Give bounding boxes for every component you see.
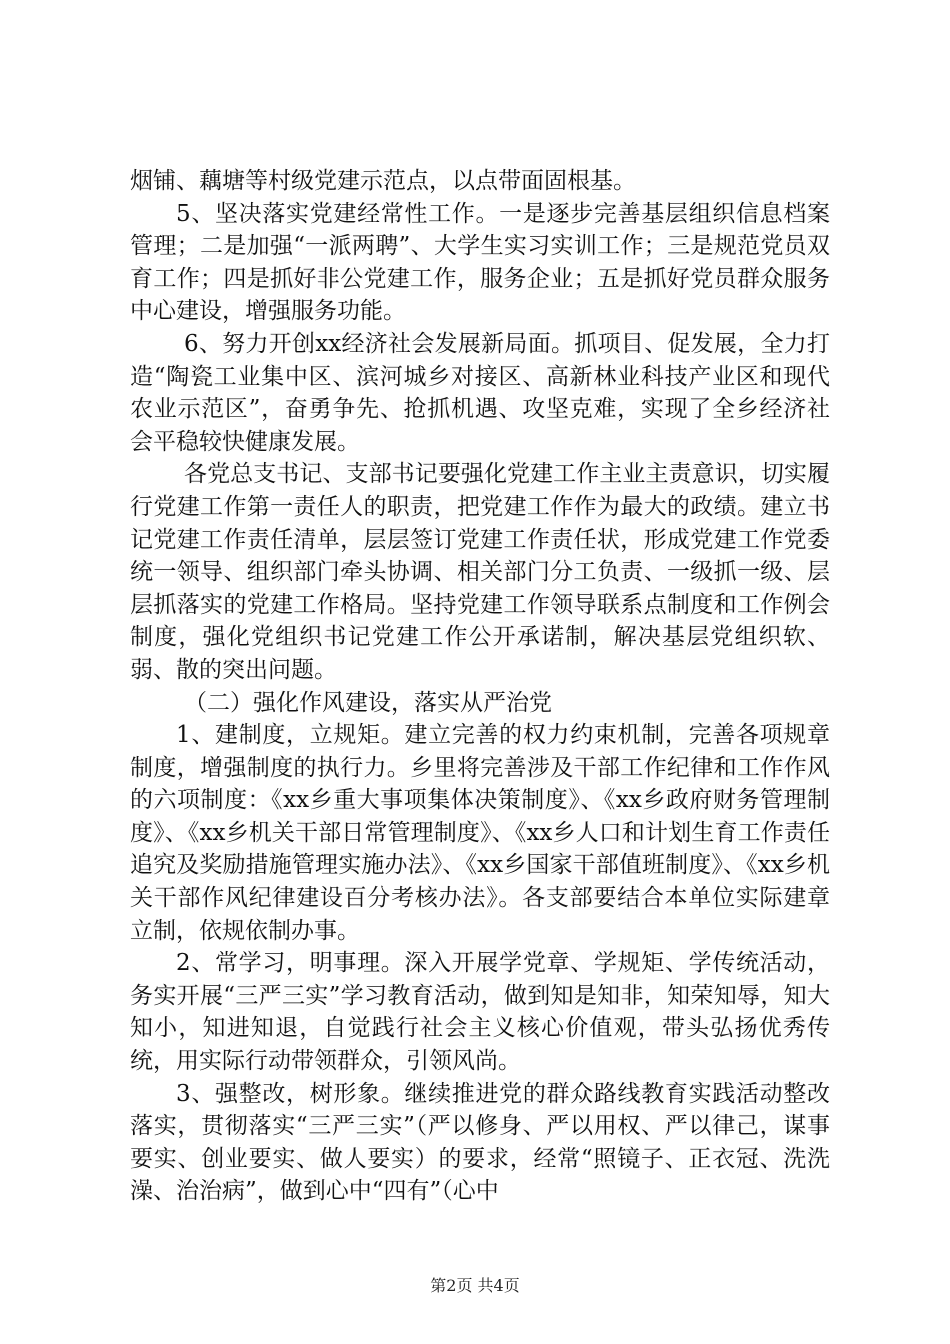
paragraph-item-3: 3、强整改，树形象。继续推进党的群众路线教育实践活动整改落实，贯彻落实“三严三实”（严以修身、严以用权、严以律己，谋事要实、创业要实、做人要实）的要求，经常“照镜子、正衣冠、洗洗澡、治治病”，做到心中“四有”（心中 — [130, 1080, 830, 1205]
paragraph-item-6: 6、努力开创xx经济社会发展新局面。抓项目、促发展，全力打造“陶瓷工业集中区、滨河城乡对接区、高新林业科技产业区和现代农业示范区”，奋勇争先、抢抓机遇、攻坚克难，实现了全乡经济社会平稳较快健康发展。 — [130, 330, 830, 455]
paragraph-continuation: 烟铺、藕塘等村级党建示范点，以点带面固根基。 — [130, 168, 636, 194]
paragraph-responsibility: 各党总支书记、支部书记要强化党建工作主业主责意识，切实履行党建工作第一责任人的职责，把党建工作作为最大的政绩。建立书记党建工作责任清单，层层签订党建工作责任状，形成党建工作党委统一领导、组织部门牵头协调、相关部门分工负责、一级抓一级、层层抓落实的党建工作格局。坚持党建工作领导联系点制度和工作例会制度，强化党组织书记党建工作公开承诺制，解决基层党组织软、弱、散的突出问题。 — [130, 461, 830, 683]
paragraph-item-1: 1、建制度，立规矩。建立完善的权力约束机制，完善各项规章制度，增强制度的执行力。乡里将完善涉及干部工作纪律和工作作风的六项制度：《xx乡重大事项集体决策制度》、《xx乡政府财务管理制度》、《xx乡机关干部日常管理制度》、《xx乡人口和计划生育工作责任追究及奖励措施管理实施办法》、《xx乡国家干部值班制度》、《xx乡机关干部作风纪律建设百分考核办法》。各支部要结合本单位实际建章立制，依规依制办事。 — [130, 722, 830, 944]
paragraph-item-5: 5、坚决落实党建经常性工作。一是逐步完善基层组织信息档案管理；二是加强“一派两聘”、大学生实习实训工作；三是规范党员双育工作；四是抓好非公党建工作，服务企业；五是抓好党员群众服务中心建设，增强服务功能。 — [130, 200, 830, 325]
paragraph-item-2: 2、常学习，明事理。深入开展学党章、学规矩、学传统活动，务实开展“三严三实”学习教育活动，做到知是知非，知荣知辱，知大知小，知进知退，自觉践行社会主义核心价值观，带头弘扬优秀传统，用实际行动带领群众，引领风尚。 — [130, 950, 830, 1075]
page-footer: 第2页 共4页 — [430, 1276, 520, 1295]
section-heading: （二）强化作风建设，落实从严治党 — [184, 689, 552, 716]
document-body — [130, 165, 830, 1208]
